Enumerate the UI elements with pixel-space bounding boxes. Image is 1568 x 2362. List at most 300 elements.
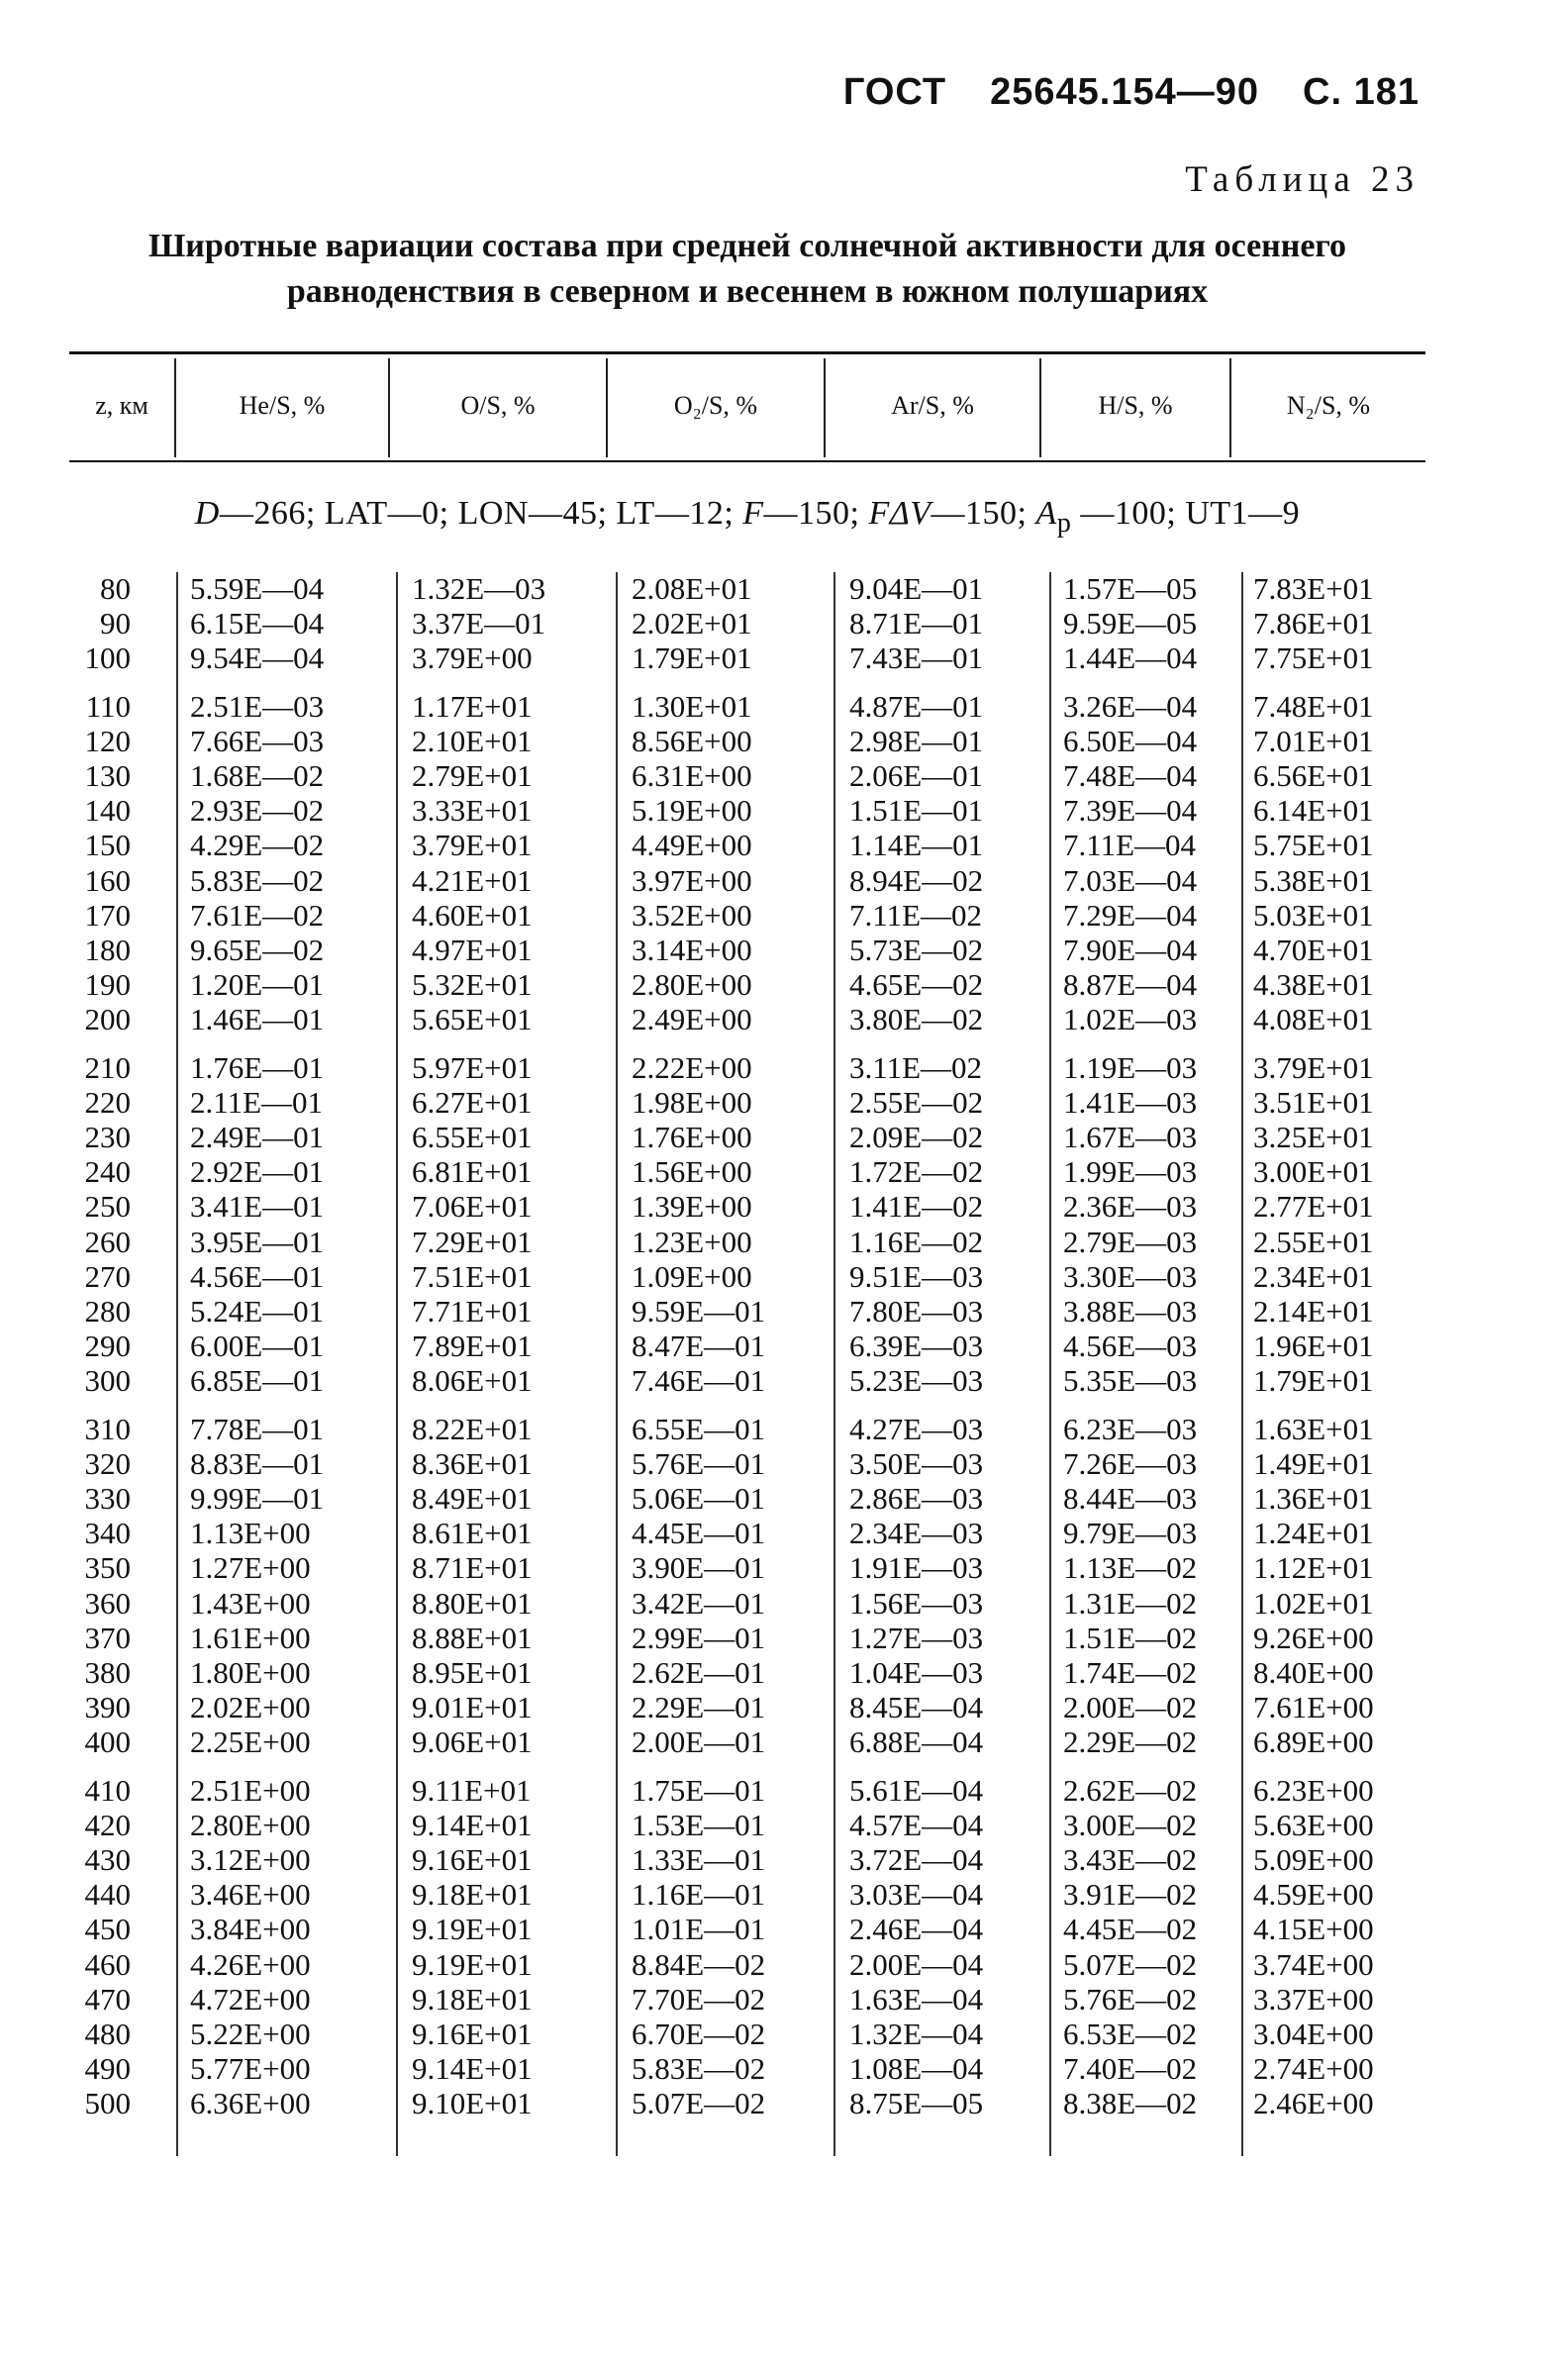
param-f-symbol: F	[742, 495, 764, 532]
n2-cell: 7.01E+01	[1253, 723, 1374, 758]
altitude-cell: 240	[84, 1154, 131, 1190]
he-cell: 4.26E+00	[190, 1946, 311, 1982]
o2-cell: 8.47E—01	[632, 1329, 766, 1364]
ar-cell: 1.32E—04	[849, 2017, 984, 2051]
ar-cell: 8.75E—05	[849, 2086, 984, 2121]
h-cell: 2.00E—02	[1063, 1690, 1198, 1725]
o2-cell: 6.70E—02	[632, 2017, 766, 2051]
n2-cell: 1.36E+01	[1253, 1481, 1374, 1516]
h-cell: 1.44E—04	[1063, 640, 1198, 676]
h-cell: 5.76E—02	[1063, 1981, 1198, 2017]
h-cell: 8.44E—03	[1063, 1481, 1198, 1516]
header-separator	[606, 358, 608, 457]
h-cell: 7.11E—04	[1063, 828, 1197, 863]
altitude-cell: 320	[84, 1445, 131, 1481]
ar-cell: 3.80E—02	[849, 1002, 984, 1037]
o2-cell: 5.06E—01	[632, 1481, 766, 1516]
he-cell: 5.77E+00	[190, 2051, 311, 2087]
h-cell: 3.43E—02	[1063, 1842, 1198, 1877]
ar-cell: 2.98E—01	[849, 723, 984, 758]
o2-cell: 2.29E—01	[632, 1690, 766, 1725]
o-cell: 5.97E+01	[412, 1049, 533, 1085]
o-cell: 6.55E+01	[412, 1120, 533, 1154]
table-top-rule	[69, 351, 1425, 354]
ar-cell: 2.00E—04	[849, 1946, 984, 1982]
n2-cell: 2.74E+00	[1253, 2051, 1374, 2087]
o-cell: 9.14E+01	[412, 1807, 533, 1842]
n2-cell: 3.00E+01	[1253, 1154, 1374, 1190]
ar-cell: 5.61E—04	[849, 1772, 984, 1808]
he-cell: 7.66E—03	[190, 723, 325, 758]
he-cell: 1.76E—01	[190, 1049, 325, 1085]
altitude-cell: 390	[84, 1690, 131, 1725]
o-cell: 8.06E+01	[412, 1363, 533, 1399]
o2-cell: 2.49E+00	[632, 1002, 752, 1037]
standard-number: 25645.154—90	[990, 71, 1260, 113]
n2-cell: 1.02E+01	[1253, 1585, 1374, 1621]
altitude-cell: 280	[84, 1294, 131, 1329]
he-cell: 6.00E—01	[190, 1329, 325, 1364]
column-rule	[616, 572, 618, 2156]
he-cell: 1.43E+00	[190, 1585, 311, 1621]
altitude-cell: 100	[84, 640, 131, 676]
o2-cell: 1.01E—01	[632, 1912, 766, 1947]
altitude-cell: 480	[84, 2017, 131, 2051]
ar-cell: 7.80E—03	[849, 1294, 984, 1329]
o-cell: 3.79E+01	[412, 828, 533, 863]
param-fdv-value: —150;	[931, 495, 1036, 532]
o2-cell: 1.75E—01	[632, 1772, 766, 1808]
header-separator	[174, 358, 176, 457]
o2-cell: 3.90E—01	[632, 1550, 766, 1586]
ar-cell: 6.39E—03	[849, 1329, 984, 1364]
o-cell: 9.16E+01	[412, 2017, 533, 2051]
ar-cell: 1.27E—03	[849, 1620, 984, 1655]
ar-cell: 2.34E—03	[849, 1516, 984, 1551]
altitude-cell: 300	[84, 1363, 131, 1399]
ar-cell: 2.09E—02	[849, 1120, 984, 1154]
ar-cell: 4.57E—04	[849, 1807, 984, 1842]
o-cell: 9.01E+01	[412, 1690, 533, 1725]
n2-cell: 7.75E+01	[1253, 640, 1374, 676]
o2-cell: 1.30E+01	[632, 688, 752, 724]
o-cell: 5.65E+01	[412, 1002, 533, 1037]
he-cell: 3.12E+00	[190, 1842, 311, 1877]
o-cell: 9.14E+01	[412, 2051, 533, 2087]
param-fdv-symbol: FΔV	[868, 495, 931, 532]
he-cell: 3.46E+00	[190, 1877, 311, 1913]
column-rule	[833, 572, 835, 2156]
he-cell: 4.72E+00	[190, 1981, 311, 2017]
n2-cell: 3.37E+00	[1253, 1981, 1374, 2017]
column-header-h: H/S, %	[1098, 391, 1173, 420]
h-cell: 1.19E—03	[1063, 1049, 1198, 1085]
o2-cell: 1.09E+00	[632, 1258, 752, 1294]
h-cell: 1.41E—03	[1063, 1084, 1198, 1120]
he-cell: 2.93E—02	[190, 793, 325, 829]
o-cell: 7.71E+01	[412, 1294, 533, 1329]
o-cell: 8.71E+01	[412, 1550, 533, 1586]
n2-cell: 9.26E+00	[1253, 1620, 1374, 1655]
h-cell: 2.62E—02	[1063, 1772, 1198, 1808]
header-separator	[388, 358, 390, 457]
ar-cell: 2.55E—02	[849, 1084, 984, 1120]
altitude-cell: 310	[84, 1411, 131, 1446]
n2-cell: 3.79E+01	[1253, 1049, 1374, 1085]
altitude-cell: 150	[84, 828, 131, 863]
o2-cell: 1.76E+00	[632, 1120, 752, 1154]
o2-cell: 6.55E—01	[632, 1411, 766, 1446]
altitude-cell: 220	[84, 1084, 131, 1120]
o-cell: 8.61E+01	[412, 1516, 533, 1551]
altitude-cell: 180	[84, 933, 131, 967]
he-cell: 4.56E—01	[190, 1258, 325, 1294]
he-cell: 8.83E—01	[190, 1445, 325, 1481]
he-cell: 2.51E+00	[190, 1772, 311, 1808]
h-cell: 1.02E—03	[1063, 1002, 1198, 1037]
header-separator	[824, 358, 826, 457]
model-parameters	[69, 495, 1425, 540]
he-cell: 5.83E—02	[190, 862, 325, 898]
column-header-o: O/S, %	[460, 391, 536, 420]
column-rule	[396, 572, 398, 2156]
o2-cell: 5.76E—01	[632, 1445, 766, 1481]
o-cell: 8.88E+01	[412, 1620, 533, 1655]
ar-cell: 2.06E—01	[849, 758, 984, 793]
n2-cell: 7.86E+01	[1253, 606, 1374, 641]
n2-cell: 2.34E+01	[1253, 1258, 1374, 1294]
n2-cell: 1.24E+01	[1253, 1516, 1374, 1551]
param-f-value: —150;	[763, 495, 869, 532]
o-cell: 9.19E+01	[412, 1912, 533, 1947]
altitude-cell: 110	[85, 688, 131, 724]
ar-cell: 1.14E—01	[849, 828, 984, 863]
n2-cell: 5.63E+00	[1253, 1807, 1374, 1842]
ar-cell: 8.45E—04	[849, 1690, 984, 1725]
ar-cell: 1.63E—04	[849, 1981, 984, 2017]
n2-cell: 4.15E+00	[1253, 1912, 1374, 1947]
o2-cell: 4.45E—01	[632, 1516, 766, 1551]
o2-cell: 1.98E+00	[632, 1084, 752, 1120]
o2-cell: 6.31E+00	[632, 758, 752, 793]
o-cell: 8.22E+01	[412, 1411, 533, 1446]
altitude-cell: 90	[100, 606, 131, 641]
header-separator	[1039, 358, 1041, 457]
ar-cell: 1.41E—02	[849, 1189, 984, 1225]
o2-cell: 2.08E+01	[632, 571, 752, 606]
ar-cell: 3.03E—04	[849, 1877, 984, 1913]
o2-cell: 2.22E+00	[632, 1049, 752, 1085]
h-cell: 1.74E—02	[1063, 1655, 1198, 1690]
param-ap-subscript: p	[1056, 507, 1072, 539]
n2-cell: 3.25E+01	[1253, 1120, 1374, 1154]
altitude-cell: 130	[84, 758, 131, 793]
o2-cell: 2.62E—01	[632, 1655, 766, 1690]
altitude-cell: 120	[84, 723, 131, 758]
h-cell: 7.90E—04	[1063, 933, 1198, 967]
he-cell: 1.20E—01	[190, 967, 325, 1003]
n2-cell: 6.56E+01	[1253, 758, 1374, 793]
table-title-line-1: Широтные вариации состава при средней солнечной активности для осеннего	[147, 228, 1347, 264]
o-cell: 8.36E+01	[412, 1445, 533, 1481]
h-cell: 7.48E—04	[1063, 758, 1198, 793]
ar-cell: 1.16E—02	[849, 1224, 984, 1259]
he-cell: 5.24E—01	[190, 1294, 325, 1329]
column-header-n2: N₂/S, %	[1286, 391, 1371, 420]
n2-cell: 1.79E+01	[1253, 1363, 1374, 1399]
o2-cell: 1.56E+00	[632, 1154, 752, 1190]
he-cell: 2.51E—03	[190, 688, 325, 724]
h-cell: 7.29E—04	[1063, 897, 1198, 933]
table-title	[69, 224, 1425, 315]
n2-cell: 3.51E+01	[1253, 1084, 1374, 1120]
n2-cell: 2.46E+00	[1253, 2086, 1374, 2121]
o-cell: 9.11E+01	[412, 1772, 532, 1808]
o-cell: 1.17E+01	[412, 688, 533, 724]
h-cell: 5.35E—03	[1063, 1363, 1198, 1399]
he-cell: 1.61E+00	[190, 1620, 311, 1655]
he-cell: 2.92E—01	[190, 1154, 325, 1190]
ar-cell: 4.27E—03	[849, 1411, 984, 1446]
he-cell: 3.41E—01	[190, 1189, 325, 1225]
table-title-line-2: равноденствия в северном и весеннем в южном полушариях	[286, 273, 1209, 310]
o2-cell: 5.83E—02	[632, 2051, 766, 2087]
n2-cell: 1.63E+01	[1253, 1411, 1374, 1446]
page-number: С. 181	[1303, 71, 1420, 113]
o2-cell: 3.42E—01	[632, 1585, 766, 1621]
altitude-cell: 440	[84, 1877, 131, 1913]
o-cell: 4.21E+01	[412, 862, 533, 898]
he-cell: 1.27E+00	[190, 1550, 311, 1586]
altitude-cell: 210	[84, 1049, 131, 1085]
n2-cell: 2.55E+01	[1253, 1224, 1374, 1259]
n2-cell: 1.49E+01	[1253, 1445, 1374, 1481]
he-cell: 6.36E+00	[190, 2086, 311, 2121]
o-cell: 2.10E+01	[412, 723, 533, 758]
altitude-cell: 370	[84, 1620, 131, 1655]
column-header-altitude: z, км	[95, 391, 148, 420]
o2-cell: 7.46E—01	[632, 1363, 766, 1399]
o2-cell: 5.19E+00	[632, 793, 752, 829]
ar-cell: 2.86E—03	[849, 1481, 984, 1516]
he-cell: 4.29E—02	[190, 828, 325, 863]
he-cell: 9.99E—01	[190, 1481, 325, 1516]
altitude-cell: 200	[84, 1002, 131, 1037]
he-cell: 1.46E—01	[190, 1002, 325, 1037]
altitude-cell: 340	[84, 1516, 131, 1551]
h-cell: 3.30E—03	[1063, 1258, 1198, 1294]
ar-cell: 2.46E—04	[849, 1912, 984, 1947]
ar-cell: 1.04E—03	[849, 1655, 984, 1690]
altitude-cell: 450	[84, 1912, 131, 1947]
h-cell: 3.91E—02	[1063, 1877, 1198, 1913]
param-ap-symbol: A	[1035, 495, 1057, 532]
altitude-cell: 350	[84, 1550, 131, 1586]
ar-cell: 3.11E—02	[849, 1049, 983, 1085]
o2-cell: 5.07E—02	[632, 2086, 766, 2121]
standard-label: ГОСТ	[842, 71, 947, 113]
o-cell: 6.27E+01	[412, 1084, 533, 1120]
h-cell: 9.79E—03	[1063, 1516, 1198, 1551]
o-cell: 7.89E+01	[412, 1329, 533, 1364]
o-cell: 1.32E—03	[412, 571, 546, 606]
altitude-cell: 360	[84, 1585, 131, 1621]
ar-cell: 4.65E—02	[849, 967, 984, 1003]
altitude-cell: 400	[84, 1724, 131, 1760]
n2-cell: 5.03E+01	[1253, 897, 1374, 933]
column-header-ar: Ar/S, %	[891, 391, 974, 420]
o2-cell: 1.53E—01	[632, 1807, 766, 1842]
altitude-cell: 420	[84, 1807, 131, 1842]
he-cell: 2.02E+00	[190, 1690, 311, 1725]
he-cell: 5.59E—04	[190, 571, 325, 606]
o-cell: 5.32E+01	[412, 967, 533, 1003]
o-cell: 9.18E+01	[412, 1981, 533, 2017]
he-cell: 2.80E+00	[190, 1807, 311, 1842]
o-cell: 6.81E+01	[412, 1154, 533, 1190]
h-cell: 1.57E—05	[1063, 571, 1198, 606]
o2-cell: 2.80E+00	[632, 967, 752, 1003]
o2-cell: 9.59E—01	[632, 1294, 766, 1329]
o-cell: 7.29E+01	[412, 1224, 533, 1259]
h-cell: 6.53E—02	[1063, 2017, 1198, 2051]
h-cell: 8.38E—02	[1063, 2086, 1198, 2121]
n2-cell: 4.70E+01	[1253, 933, 1374, 967]
o-cell: 9.16E+01	[412, 1842, 533, 1877]
n2-cell: 5.38E+01	[1253, 862, 1374, 898]
n2-cell: 2.14E+01	[1253, 1294, 1374, 1329]
o-cell: 4.60E+01	[412, 897, 533, 933]
he-cell: 3.95E—01	[190, 1224, 325, 1259]
ar-cell: 1.51E—01	[849, 793, 984, 829]
altitude-cell: 160	[84, 862, 131, 898]
n2-cell: 7.61E+00	[1253, 1690, 1374, 1725]
o2-cell: 3.14E+00	[632, 933, 752, 967]
h-cell: 1.51E—02	[1063, 1620, 1198, 1655]
h-cell: 1.99E—03	[1063, 1154, 1198, 1190]
ar-cell: 5.73E—02	[849, 933, 984, 967]
altitude-cell: 170	[84, 897, 131, 933]
he-cell: 5.22E+00	[190, 2017, 311, 2051]
o-cell: 9.18E+01	[412, 1877, 533, 1913]
ar-cell: 1.72E—02	[849, 1154, 984, 1190]
altitude-cell: 230	[84, 1120, 131, 1154]
o2-cell: 2.99E—01	[632, 1620, 766, 1655]
altitude-cell: 460	[84, 1946, 131, 1982]
h-cell: 7.03E—04	[1063, 862, 1198, 898]
param-ap-value: —100; UT1—9	[1071, 495, 1301, 532]
h-cell: 7.26E—03	[1063, 1445, 1198, 1481]
he-cell: 2.11E—01	[190, 1084, 324, 1120]
altitude-cell: 80	[100, 571, 131, 606]
altitude-cell: 500	[84, 2086, 131, 2121]
column-rule	[176, 572, 178, 2156]
altitude-cell: 380	[84, 1655, 131, 1690]
o-cell: 9.10E+01	[412, 2086, 533, 2121]
o2-cell: 1.23E+00	[632, 1224, 752, 1259]
h-cell: 7.40E—02	[1063, 2051, 1198, 2087]
altitude-cell: 140	[84, 793, 131, 829]
he-cell: 7.61E—02	[190, 897, 325, 933]
param-d-symbol: D	[194, 495, 220, 532]
page-header	[843, 71, 1420, 114]
o-cell: 7.06E+01	[412, 1189, 533, 1225]
o-cell: 8.95E+01	[412, 1655, 533, 1690]
n2-cell: 8.40E+00	[1253, 1655, 1374, 1690]
altitude-cell: 470	[84, 1981, 131, 2017]
o2-cell: 1.33E—01	[632, 1842, 766, 1877]
h-cell: 2.79E—03	[1063, 1224, 1198, 1259]
ar-cell: 8.71E—01	[849, 606, 984, 641]
he-cell: 6.15E—04	[190, 606, 325, 641]
ar-cell: 4.87E—01	[849, 688, 984, 724]
he-cell: 2.49E—01	[190, 1120, 325, 1154]
h-cell: 4.45E—02	[1063, 1912, 1198, 1947]
o-cell: 4.97E+01	[412, 933, 533, 967]
h-cell: 3.88E—03	[1063, 1294, 1198, 1329]
o-cell: 8.49E+01	[412, 1481, 533, 1516]
altitude-cell: 270	[84, 1258, 131, 1294]
ar-cell: 7.43E—01	[849, 640, 984, 676]
n2-cell: 4.59E+00	[1253, 1877, 1374, 1913]
altitude-cell: 490	[84, 2051, 131, 2087]
n2-cell: 6.14E+01	[1253, 793, 1374, 829]
n2-cell: 5.75E+01	[1253, 828, 1374, 863]
altitude-cell: 330	[84, 1481, 131, 1516]
he-cell: 9.54E—04	[190, 640, 325, 676]
o2-cell: 3.52E+00	[632, 897, 752, 933]
altitude-cell: 190	[84, 967, 131, 1003]
o-cell: 3.33E+01	[412, 793, 533, 829]
o-cell: 9.06E+01	[412, 1724, 533, 1760]
altitude-cell: 430	[84, 1842, 131, 1877]
ar-cell: 5.23E—03	[849, 1363, 984, 1399]
he-cell: 6.85E—01	[190, 1363, 325, 1399]
ar-cell: 9.51E—03	[849, 1258, 984, 1294]
header-separator	[1229, 358, 1231, 457]
n2-cell: 1.96E+01	[1253, 1329, 1374, 1364]
o2-cell: 4.49E+00	[632, 828, 752, 863]
he-cell: 1.13E+00	[190, 1516, 311, 1551]
h-cell: 6.50E—04	[1063, 723, 1198, 758]
h-cell: 9.59E—05	[1063, 606, 1198, 641]
o2-cell: 2.02E+01	[632, 606, 752, 641]
o-cell: 9.19E+01	[412, 1946, 533, 1982]
altitude-cell: 410	[84, 1772, 131, 1808]
n2-cell: 4.38E+01	[1253, 967, 1374, 1003]
column-header-he: He/S, %	[239, 391, 326, 420]
h-cell: 4.56E—03	[1063, 1329, 1198, 1364]
ar-cell: 3.72E—04	[849, 1842, 984, 1877]
h-cell: 2.29E—02	[1063, 1724, 1198, 1760]
h-cell: 7.39E—04	[1063, 793, 1198, 829]
o-cell: 3.79E+00	[412, 640, 533, 676]
ar-cell: 8.94E—02	[849, 862, 984, 898]
h-cell: 3.00E—02	[1063, 1807, 1198, 1842]
o-cell: 2.79E+01	[412, 758, 533, 793]
o2-cell: 2.00E—01	[632, 1724, 766, 1760]
he-cell: 2.25E+00	[190, 1724, 311, 1760]
table-number: Таблица 23	[1185, 159, 1420, 200]
table-header-bottom-rule	[69, 460, 1425, 462]
he-cell: 9.65E—02	[190, 933, 325, 967]
he-cell: 3.84E+00	[190, 1912, 311, 1947]
h-cell: 5.07E—02	[1063, 1946, 1198, 1982]
column-rule	[1241, 572, 1243, 2156]
column-header-o2: O₂/S, %	[673, 391, 758, 420]
h-cell: 2.36E—03	[1063, 1189, 1198, 1225]
o-cell: 7.51E+01	[412, 1258, 533, 1294]
